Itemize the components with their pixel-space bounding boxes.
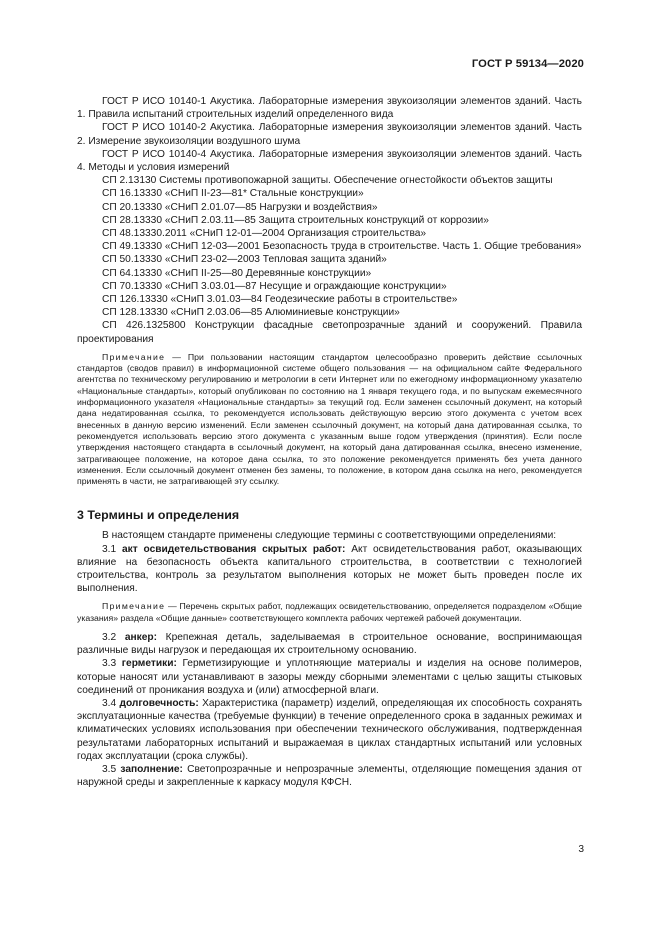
page-number: 3 <box>578 844 584 855</box>
note-text: — При пользовании настоящим стандартом целесообразно проверить действие ссылочных стандартов (сводов правил) в информационной системе общего пользования — на официальном сайте Федерального агентства по техническому регулированию и метрологии в сети Интернет или по ежегодному информационному указателю «Национальные стандарты», который опубликован по состоянию на 1 января текущего года, и по выпускам ежемесячного информационного указателя «Национальные стандарты» за текущий год. Если заменен ссылочный документ, на который дана недатированная ссылка, то рекомендуется использовать действующую версию этого документа с учетом всех внесенных в данную версию изменений. Если заменен ссылочный документ, на который дана датированная ссылка, то рекомендуется использовать версию этого документа с указанным выше годом утверждения (принятия). Если после утверждения настоящего стандарта в ссылочный документ, на который дана датированная ссылка, внесено изменение, затрагивающее положение, на которое дана ссылка, то это положение рекомендуется применять без учета данного изменения. Если ссылочный документ отменен без замены, то положение, в котором дана ссылка на него, рекомендуется применять в части, не затрагивающей эту ссылку. <box>77 351 582 487</box>
term-definition: Светопрозрачные и непрозрачные элементы, отделяющие помещения здания от наружной среды и закрепленные к каркасу модуля КФСН. <box>77 764 583 789</box>
term-3-4 <box>77 697 582 763</box>
reference-item: СП 50.13330 «СНиП 23-02—2003 Тепловая защита зданий» <box>102 254 387 266</box>
document-body <box>77 95 582 789</box>
reference-item: СП 48.13330.2011 «СНиП 12-01—2004 Организация строительства» <box>102 228 427 240</box>
reference-item: СП 49.13330 «СНиП 12-03—2001 Безопасность труда в строительстве. Часть 1. Общие требования» <box>102 241 582 253</box>
term-name: анкер: <box>124 632 158 644</box>
term-number: 3.5 <box>102 764 121 776</box>
reference-item: СП 28.13330 «СНиП 2.03.11—85 Защита строительных конструкций от коррозии» <box>102 214 489 226</box>
note-term-3-1 <box>77 601 582 624</box>
reference-item: СП 2.13130 Системы противопожарной защиты. Обеспечение огнестойкости объектов защиты <box>102 175 553 187</box>
section-intro: В настоящем стандарте применены следующие термины с соответствующими определениями: <box>102 530 557 542</box>
note-label: Примечание <box>102 601 166 612</box>
term-definition: Акт освидетельствования работ, оказывающих влияние на безопасность объекта капитального строительства, в соответствии с технологией строительства, контроль за результатом выполнения которых не может быть проведен после их выполнения. <box>77 543 582 595</box>
reference-item: ГОСТ Р ИСО 10140-2 Акустика. Лабораторные измерения звукоизоляции элементов зданий. Часть 2. Измерение звукоизоляции воздушного шума <box>77 122 582 147</box>
reference-item: СП 426.1325800 Конструкции фасадные светопрозрачные зданий и сооружений. Правила проектирования <box>77 320 582 345</box>
reference-item: СП 16.13330 «СНиП II-23—81* Стальные конструкции» <box>102 188 364 200</box>
note-label: Примечание <box>102 351 166 362</box>
reference-item: СП 20.13330 «СНиП 2.01.07—85 Нагрузки и воздействия» <box>102 201 378 213</box>
term-name: герметики: <box>121 658 177 670</box>
document-header: ГОСТ Р 59134—2020 <box>471 58 584 70</box>
note-references <box>77 352 582 488</box>
term-3-5 <box>77 763 582 789</box>
reference-item: СП 128.13330 «СНиП 2.03.06—85 Алюминиевые конструкции» <box>102 307 400 319</box>
term-3-3 <box>77 657 582 697</box>
reference-item: ГОСТ Р ИСО 10140-4 Акустика. Лабораторные измерения звукоизоляции элементов зданий. Часть 4. Методы и условия измерений <box>77 148 582 174</box>
reference-item: СП 126.13330 «СНиП 3.01.03—84 Геодезические работы в строительстве» <box>102 294 458 306</box>
section-title: 3 Термины и определения <box>77 508 240 523</box>
term-name: акт освидетельствования скрытых работ: <box>121 543 346 555</box>
term-name: долговечность: <box>119 698 199 710</box>
term-3-2 <box>77 631 582 657</box>
normative-references-list <box>77 95 582 346</box>
term-number: 3.2 <box>102 632 125 644</box>
term-number: 3.4 <box>102 698 120 710</box>
term-number: 3.3 <box>102 658 122 670</box>
term-definition: Герметизирующие и уплотняющие материалы и изделия на основе полимеров, которые наносят или устанавливают в зазоры между сборными элементами с целью защиты стыковых соединений от проникания воздуха и (или) атмосферной влаги. <box>77 658 582 696</box>
term-definition: Крепежная деталь, заделываемая в строительное основание, воспринимающая различные виды нагрузок и передающая их строительному основанию. <box>77 632 582 657</box>
reference-item: ГОСТ Р ИСО 10140-1 Акустика. Лабораторные измерения звукоизоляции элементов зданий. Часть 1. Правила испытаний строительных изделий определенного вида <box>77 96 582 121</box>
reference-item: СП 64.13330 «СНиП II-25—80 Деревянные конструкции» <box>102 267 372 279</box>
note-text: — Перечень скрытых работ, подлежащих освидетельствованию, определяется подразделом «Общие указания» раздела «Общие данные» соответствующего комплекта рабочих чертежей рабочей документации. <box>77 601 582 623</box>
term-3-1 <box>77 543 582 596</box>
term-name: заполнение: <box>120 764 183 776</box>
term-number: 3.1 <box>102 543 122 555</box>
reference-item: СП 70.13330 «СНиП 3.03.01—87 Несущие и ограждающие конструкции» <box>102 280 447 292</box>
term-definition: Характеристика (параметр) изделий, определяющая их способность сохранять эксплуатационные качества (требуемые функции) в течение определенного срока в заданных режимах и климатических условиях использования при обеспечении технического обслуживания, подтвержденная результатами лабораторных испытаний и выражаемая в циклах стандартных испытаний или условных годах эксплуатации (срока службы). <box>77 698 582 762</box>
